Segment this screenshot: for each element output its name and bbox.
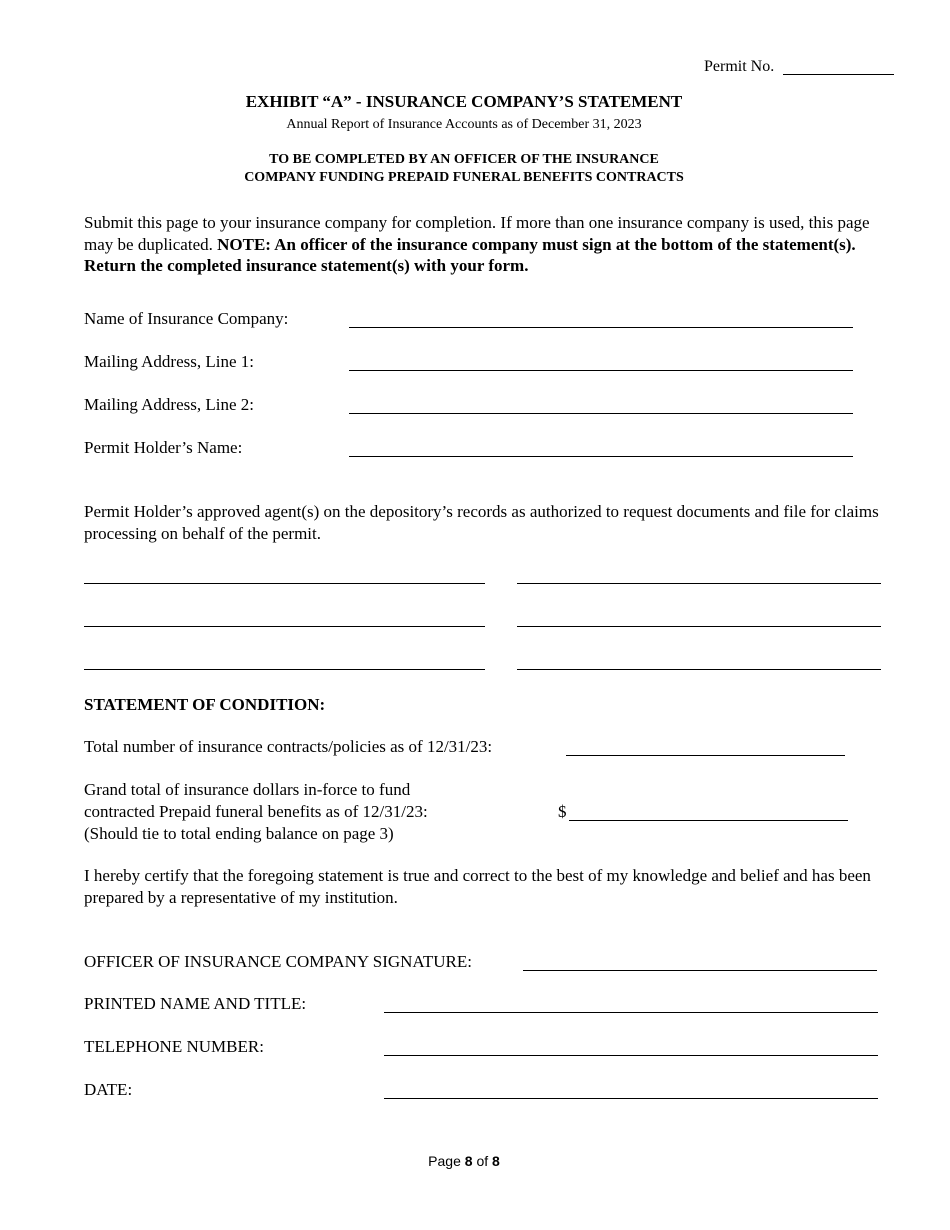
printed-name-title-label: PRINTED NAME AND TITLE: xyxy=(84,994,307,1013)
total-contracts-field[interactable] xyxy=(566,755,845,756)
dollar-sign: $ xyxy=(558,802,567,821)
total-contracts-label: Total number of insurance contracts/policies as of 12/31/23: xyxy=(84,737,493,756)
permit-holder-name-field[interactable] xyxy=(349,456,853,457)
grand-total-note: (Should tie to total ending balance on page 3) xyxy=(84,824,394,843)
instruction-line-2: COMPANY FUNDING PREPAID FUNERAL BENEFITS CONTRACTS xyxy=(244,170,684,185)
date-field[interactable] xyxy=(384,1098,878,1099)
of-word: of xyxy=(476,1153,489,1169)
page-title: EXHIBIT “A” - INSURANCE COMPANY’S STATEMENT xyxy=(245,92,683,111)
mailing-address-line2-field[interactable] xyxy=(349,413,853,414)
telephone-number-label: TELEPHONE NUMBER: xyxy=(84,1037,264,1056)
page-current: 8 xyxy=(464,1153,473,1169)
agent-field-4[interactable] xyxy=(517,626,881,627)
insurance-company-name-label: Name of Insurance Company: xyxy=(84,309,289,328)
permit-holder-name-label: Permit Holder’s Name: xyxy=(84,438,243,457)
agents-paragraph: Permit Holder’s approved agent(s) on the depository’s records as authorized to request documents and file for claims processing on behalf of the permit. xyxy=(84,502,879,543)
insurance-company-name-field[interactable] xyxy=(349,327,853,328)
intro-text: Submit this page to your insurance company for completion. If more than one insurance company is used, this page may be duplicated. xyxy=(84,213,870,254)
mailing-address-line2-label: Mailing Address, Line 2: xyxy=(84,395,254,414)
mailing-address-line1-label: Mailing Address, Line 1: xyxy=(84,352,254,371)
agent-field-2[interactable] xyxy=(517,583,881,584)
mailing-address-line1-field[interactable] xyxy=(349,370,853,371)
permit-number-field[interactable] xyxy=(783,74,894,75)
page-number xyxy=(0,1153,928,1169)
grand-total-field[interactable] xyxy=(569,820,848,821)
grand-total-label-line2: contracted Prepaid funeral benefits as of 12/31/23: xyxy=(84,802,428,821)
agent-field-1[interactable] xyxy=(84,583,485,584)
intro-paragraph xyxy=(84,212,884,277)
certification-paragraph: I hereby certify that the foregoing statement is true and correct to the best of my knowledge and belief and has been prepared by a representative of my institution. xyxy=(84,866,871,907)
page-subtitle: Annual Report of Insurance Accounts as of December 31, 2023 xyxy=(286,117,642,132)
page-total: 8 xyxy=(492,1153,500,1169)
permit-number-label: Permit No. xyxy=(704,58,775,75)
instruction-line-1: TO BE COMPLETED BY AN OFFICER OF THE INSURANCE xyxy=(269,152,659,167)
printed-name-title-field[interactable] xyxy=(384,1012,878,1013)
agent-field-3[interactable] xyxy=(84,626,485,627)
agent-field-5[interactable] xyxy=(84,669,485,670)
telephone-number-field[interactable] xyxy=(384,1055,878,1056)
page-word: Page xyxy=(428,1153,461,1169)
officer-signature-label: OFFICER OF INSURANCE COMPANY SIGNATURE: xyxy=(84,952,472,971)
officer-signature-field[interactable] xyxy=(523,970,877,971)
agent-field-6[interactable] xyxy=(517,669,881,670)
statement-of-condition-heading: STATEMENT OF CONDITION: xyxy=(84,695,326,714)
date-label: DATE: xyxy=(84,1080,133,1099)
intro-note: NOTE: An officer of the insurance company must sign at the bottom of the statement(s). Return the completed insurance statement(s) with your form. xyxy=(84,234,856,275)
grand-total-label-line1: Grand total of insurance dollars in-force to fund xyxy=(84,780,411,799)
